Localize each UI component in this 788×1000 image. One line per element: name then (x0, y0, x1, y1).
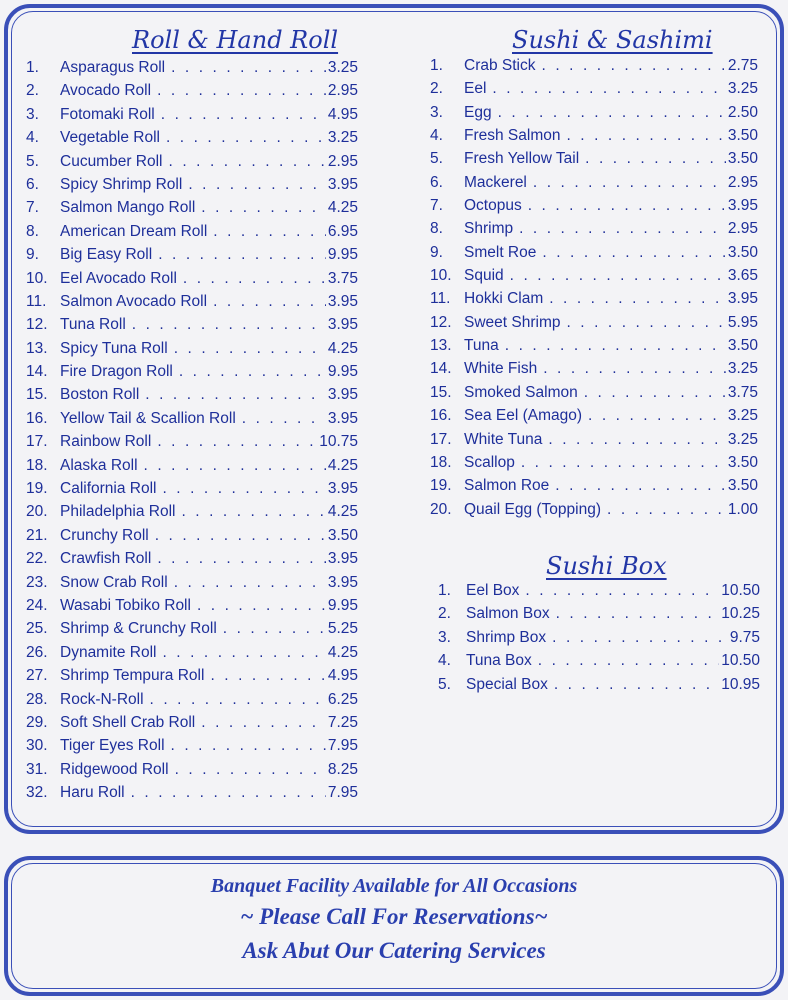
dot-leader (543, 360, 726, 378)
item-price: 2.95 (727, 220, 758, 238)
item-name: Alaska Roll (60, 456, 138, 474)
dot-leader (505, 337, 726, 355)
item-name: Vegetable Roll (60, 129, 160, 147)
item-number: 19. (26, 480, 48, 498)
item-name: Fresh Yellow Tail (464, 150, 580, 168)
item-name: Salmon Mango Roll (60, 199, 196, 217)
item-price: 9.95 (327, 596, 358, 614)
menu-item (430, 80, 758, 103)
dot-leader (162, 644, 325, 662)
item-name: Eel (464, 80, 487, 98)
menu-item (430, 174, 758, 197)
dot-leader (588, 407, 726, 425)
item-price: 8.25 (327, 760, 358, 778)
menu-item (430, 407, 758, 430)
dot-leader (528, 197, 726, 215)
item-price: 4.25 (327, 339, 358, 357)
catering-notice: Ask Abut Our Catering Services (242, 938, 546, 963)
item-number: 5. (26, 152, 39, 170)
item-price: 3.95 (327, 386, 358, 404)
item-price: 4.25 (327, 199, 358, 217)
dot-leader (554, 676, 719, 694)
item-price: 3.25 (727, 360, 758, 378)
item-name: White Fish (464, 360, 538, 378)
item-name: Shrimp (464, 220, 514, 238)
item-price: 3.50 (727, 243, 758, 261)
item-price: 2.95 (327, 152, 358, 170)
item-price: 3.50 (727, 150, 758, 168)
item-price: 3.95 (327, 573, 358, 591)
item-name: Tuna Roll (60, 316, 126, 334)
item-price: 10.50 (721, 652, 760, 670)
item-price: 3.25 (727, 407, 758, 425)
item-number: 10. (430, 267, 452, 285)
item-name: Shrimp Tempura Roll (60, 667, 205, 685)
dot-leader (161, 106, 326, 124)
dot-leader (144, 457, 326, 475)
item-number: 4. (430, 127, 443, 145)
menu-item (26, 176, 358, 199)
item-number: 5. (430, 150, 443, 168)
item-name: Crunchy Roll (60, 526, 149, 544)
item-number: 13. (26, 339, 48, 357)
item-number: 11. (430, 290, 451, 308)
item-number: 14. (26, 363, 48, 381)
menu-item (430, 314, 758, 337)
menu-item (438, 582, 760, 605)
item-number: 19. (430, 477, 452, 495)
dot-leader (150, 691, 326, 709)
dot-leader (556, 605, 720, 623)
item-name: Eel Box (466, 582, 520, 599)
dot-leader (542, 57, 726, 75)
item-name: Hokki Clam (464, 290, 544, 308)
menu-item (26, 550, 358, 573)
menu-item (26, 527, 358, 550)
menu-item (26, 503, 358, 526)
reservation-notice: ~ Please Call For Reservations~ (240, 904, 548, 929)
item-name: Tuna (464, 337, 499, 355)
item-price: 3.65 (727, 267, 758, 285)
dot-leader (566, 314, 725, 332)
item-name: Haru Roll (60, 784, 125, 802)
item-number: 27. (26, 667, 48, 685)
item-price: 9.75 (729, 628, 760, 646)
item-price: 3.50 (727, 337, 758, 355)
item-price: 3.75 (727, 383, 758, 401)
item-number: 8. (26, 222, 39, 240)
item-number: 12. (430, 313, 452, 331)
dot-leader (181, 503, 325, 521)
dot-leader (552, 629, 728, 647)
sushi-menu-list (430, 57, 758, 524)
menu-item (26, 340, 358, 363)
menu-item (438, 605, 760, 628)
item-price: 3.95 (327, 316, 358, 334)
dot-leader (157, 82, 326, 100)
item-name: Big Easy Roll (60, 246, 153, 264)
item-number: 30. (26, 737, 48, 755)
item-name: Fresh Salmon (464, 127, 561, 145)
dot-leader (498, 104, 726, 122)
banquet-notice: Banquet Facility Available for All Occasions (210, 875, 578, 897)
item-number: 7. (430, 197, 443, 215)
dot-leader (201, 199, 326, 217)
menu-item (26, 667, 358, 690)
item-name: White Tuna (464, 430, 543, 448)
dot-leader (548, 431, 725, 449)
menu-item (430, 104, 758, 127)
item-name: Egg (464, 103, 492, 121)
item-name: Boston Roll (60, 386, 140, 404)
item-price: 2.95 (327, 82, 358, 100)
item-number: 2. (26, 82, 39, 100)
menu-item (26, 82, 358, 105)
item-name: Spicy Tuna Roll (60, 339, 168, 357)
item-name: Squid (464, 267, 504, 285)
item-price: 4.95 (327, 105, 358, 123)
item-price: 5.25 (327, 620, 358, 638)
item-price: 3.95 (327, 175, 358, 193)
menu-item (438, 652, 760, 675)
menu-item (26, 644, 358, 667)
item-number: 10. (26, 269, 48, 287)
menu-item (430, 57, 758, 80)
item-name: Sweet Shrimp (464, 313, 561, 331)
item-name: Ridgewood Roll (60, 760, 169, 778)
item-number: 7. (26, 199, 39, 217)
dot-leader (171, 59, 326, 77)
sushi-box-section-title: Sushi Box (546, 552, 667, 580)
dot-leader (492, 80, 725, 98)
item-name: Asparagus Roll (60, 59, 166, 76)
menu-item (26, 129, 358, 152)
item-number: 26. (26, 643, 48, 661)
item-number: 3. (26, 105, 39, 123)
dot-leader (201, 714, 326, 732)
item-price: 10.75 (319, 433, 358, 451)
item-number: 20. (430, 500, 452, 518)
item-name: Mackerel (464, 173, 527, 191)
item-price: 3.50 (727, 127, 758, 145)
item-name: Snow Crab Roll (60, 573, 168, 591)
item-number: 9. (26, 246, 39, 264)
item-name: Smoked Salmon (464, 383, 578, 401)
dot-leader (158, 246, 326, 264)
item-number: 15. (26, 386, 48, 404)
item-price: 4.95 (327, 667, 358, 685)
sushi-section-title: Sushi & Sashimi (512, 26, 713, 54)
item-number: 5. (438, 675, 451, 693)
item-number: 23. (26, 573, 48, 591)
dot-leader (175, 761, 326, 779)
item-number: 13. (430, 337, 452, 355)
dot-leader (171, 737, 326, 755)
menu-item (26, 386, 358, 409)
item-price: 7.25 (327, 713, 358, 731)
item-name: Dynamite Roll (60, 643, 157, 661)
menu-item (26, 761, 358, 784)
item-price: 4.25 (327, 643, 358, 661)
dot-leader (585, 150, 726, 168)
item-price: 2.75 (727, 57, 758, 74)
item-number: 6. (26, 175, 39, 193)
item-name: Eel Avocado Roll (60, 269, 177, 287)
menu-item (26, 784, 358, 807)
item-price: 2.95 (727, 173, 758, 191)
menu-item (430, 127, 758, 150)
sushi-box-menu-list (438, 582, 760, 699)
item-number: 4. (26, 129, 39, 147)
item-number: 1. (26, 59, 39, 76)
dot-leader (584, 384, 726, 402)
item-price: 1.00 (727, 500, 758, 518)
item-price: 3.25 (327, 129, 358, 147)
dot-leader (510, 267, 726, 285)
dot-leader (157, 550, 326, 568)
dot-leader (549, 290, 726, 308)
menu-item (430, 360, 758, 383)
item-name: Soft Shell Crab Roll (60, 713, 196, 731)
dot-leader (131, 784, 326, 802)
item-name: Tuna Box (466, 652, 532, 670)
dot-leader (533, 174, 726, 192)
item-number: 31. (26, 760, 48, 778)
menu-item (26, 153, 358, 176)
item-price: 3.50 (327, 526, 358, 544)
item-price: 3.95 (727, 290, 758, 308)
item-number: 25. (26, 620, 48, 638)
item-name: Smelt Roe (464, 243, 537, 261)
item-price: 4.25 (327, 503, 358, 521)
menu-item (430, 220, 758, 243)
item-name: Fotomaki Roll (60, 105, 155, 123)
item-name: Cucumber Roll (60, 152, 163, 170)
item-price: 6.25 (327, 690, 358, 708)
menu-item (430, 197, 758, 220)
item-name: Scallop (464, 453, 515, 471)
item-number: 18. (26, 456, 48, 474)
dot-leader (525, 582, 719, 600)
item-price: 6.95 (327, 222, 358, 240)
item-number: 11. (26, 292, 47, 310)
menu-item (26, 691, 358, 714)
item-name: Spicy Shrimp Roll (60, 175, 183, 193)
item-number: 21. (26, 526, 48, 544)
item-number: 20. (26, 503, 48, 521)
item-number: 15. (430, 383, 452, 401)
item-price: 4.25 (327, 456, 358, 474)
item-number: 12. (26, 316, 48, 334)
dot-leader (166, 129, 326, 147)
item-price: 7.95 (327, 784, 358, 802)
item-number: 16. (430, 407, 452, 425)
item-name: Salmon Roe (464, 477, 550, 495)
item-name: Philadelphia Roll (60, 503, 176, 521)
dot-leader (542, 244, 725, 262)
menu-item (26, 316, 358, 339)
item-number: 18. (430, 453, 452, 471)
item-number: 2. (430, 80, 443, 98)
menu-item (26, 620, 358, 643)
item-name: Shrimp & Crunchy Roll (60, 620, 217, 638)
menu-item (438, 629, 760, 652)
menu-item (430, 454, 758, 477)
item-price: 9.95 (327, 363, 358, 381)
dot-leader (223, 620, 326, 638)
item-number: 1. (438, 582, 451, 599)
menu-item (26, 246, 358, 269)
menu-item (26, 597, 358, 620)
item-name: Yellow Tail & Scallion Roll (60, 409, 236, 427)
item-number: 6. (430, 173, 443, 191)
item-name: Shrimp Box (466, 628, 547, 646)
menu-item (430, 267, 758, 290)
item-price: 3.75 (327, 269, 358, 287)
menu-item (430, 290, 758, 313)
item-number: 17. (430, 430, 452, 448)
item-name: Rock-N-Roll (60, 690, 144, 708)
item-number: 24. (26, 596, 48, 614)
menu-item (26, 433, 358, 456)
dot-leader (538, 652, 719, 670)
item-name: Salmon Avocado Roll (60, 292, 208, 310)
dot-leader (210, 667, 325, 685)
dot-leader (521, 454, 726, 472)
dot-leader (188, 176, 326, 194)
dot-leader (197, 597, 326, 615)
item-name: Tiger Eyes Roll (60, 737, 165, 755)
item-name: Octopus (464, 197, 522, 215)
item-name: Salmon Box (466, 605, 550, 623)
item-price: 3.50 (727, 453, 758, 471)
item-price: 10.25 (721, 605, 760, 623)
dot-leader (213, 223, 326, 241)
menu-item (430, 337, 758, 360)
dot-leader (183, 270, 326, 288)
item-number: 9. (430, 243, 443, 261)
menu-item (26, 293, 358, 316)
item-number: 8. (430, 220, 443, 238)
dot-leader (132, 316, 326, 334)
dot-leader (155, 527, 326, 545)
item-name: California Roll (60, 480, 157, 498)
item-name: Avocado Roll (60, 82, 152, 100)
menu-item (26, 223, 358, 246)
item-number: 29. (26, 713, 48, 731)
item-price: 3.50 (727, 477, 758, 495)
dot-leader (555, 477, 726, 495)
menu-item (26, 457, 358, 480)
menu-item (26, 480, 358, 503)
item-price: 10.50 (721, 582, 760, 599)
menu-item (26, 574, 358, 597)
item-price: 3.25 (727, 80, 758, 98)
dot-leader (607, 501, 726, 519)
item-price: 3.95 (327, 480, 358, 498)
item-name: Sea Eel (Amago) (464, 407, 583, 425)
dot-leader (145, 386, 326, 404)
menu-item (26, 363, 358, 386)
item-name: Crab Stick (464, 57, 536, 74)
item-price: 3.25 (327, 59, 358, 76)
item-number: 17. (26, 433, 48, 451)
dot-leader (519, 220, 726, 238)
item-number: 1. (430, 57, 443, 74)
item-name: Special Box (466, 675, 548, 693)
menu-item (438, 676, 760, 699)
menu-item (430, 150, 758, 173)
item-name: Fire Dragon Roll (60, 363, 173, 381)
menu-item (26, 270, 358, 293)
dot-leader (157, 433, 317, 451)
item-number: 28. (26, 690, 48, 708)
item-price: 3.25 (727, 430, 758, 448)
item-number: 32. (26, 784, 48, 802)
menu-item (430, 501, 758, 524)
menu-item (26, 59, 358, 82)
item-name: Rainbow Roll (60, 433, 152, 451)
item-number: 22. (26, 550, 48, 568)
item-name: American Dream Roll (60, 222, 208, 240)
item-price: 3.95 (327, 292, 358, 310)
item-name: Crawfish Roll (60, 550, 152, 568)
item-price: 2.50 (727, 103, 758, 121)
menu-item (430, 431, 758, 454)
menu-item (430, 477, 758, 500)
item-price: 5.95 (727, 313, 758, 331)
item-number: 14. (430, 360, 452, 378)
dot-leader (174, 574, 326, 592)
menu-item (26, 106, 358, 129)
item-name: Quail Egg (Topping) (464, 500, 601, 518)
menu-item (430, 244, 758, 267)
item-price: 3.95 (327, 409, 358, 427)
item-name: Wasabi Tobiko Roll (60, 596, 191, 614)
item-price: 3.95 (727, 197, 758, 215)
dot-leader (179, 363, 326, 381)
menu-item (26, 737, 358, 760)
roll-section-title: Roll & Hand Roll (132, 26, 339, 54)
roll-menu-list (26, 59, 358, 808)
dot-leader (162, 480, 325, 498)
item-price: 10.95 (721, 675, 760, 693)
menu-item (430, 384, 758, 407)
item-number: 16. (26, 409, 48, 427)
item-number: 3. (438, 628, 451, 646)
item-price: 3.95 (327, 550, 358, 568)
dot-leader (169, 153, 326, 171)
dot-leader (242, 410, 326, 428)
dot-leader (174, 340, 326, 358)
menu-item (26, 410, 358, 433)
item-number: 4. (438, 652, 451, 670)
item-price: 7.95 (327, 737, 358, 755)
dot-leader (566, 127, 725, 145)
menu-item (26, 199, 358, 222)
item-price: 9.95 (327, 246, 358, 264)
dot-leader (213, 293, 326, 311)
item-number: 3. (430, 103, 443, 121)
item-number: 2. (438, 605, 451, 623)
menu-item (26, 714, 358, 737)
